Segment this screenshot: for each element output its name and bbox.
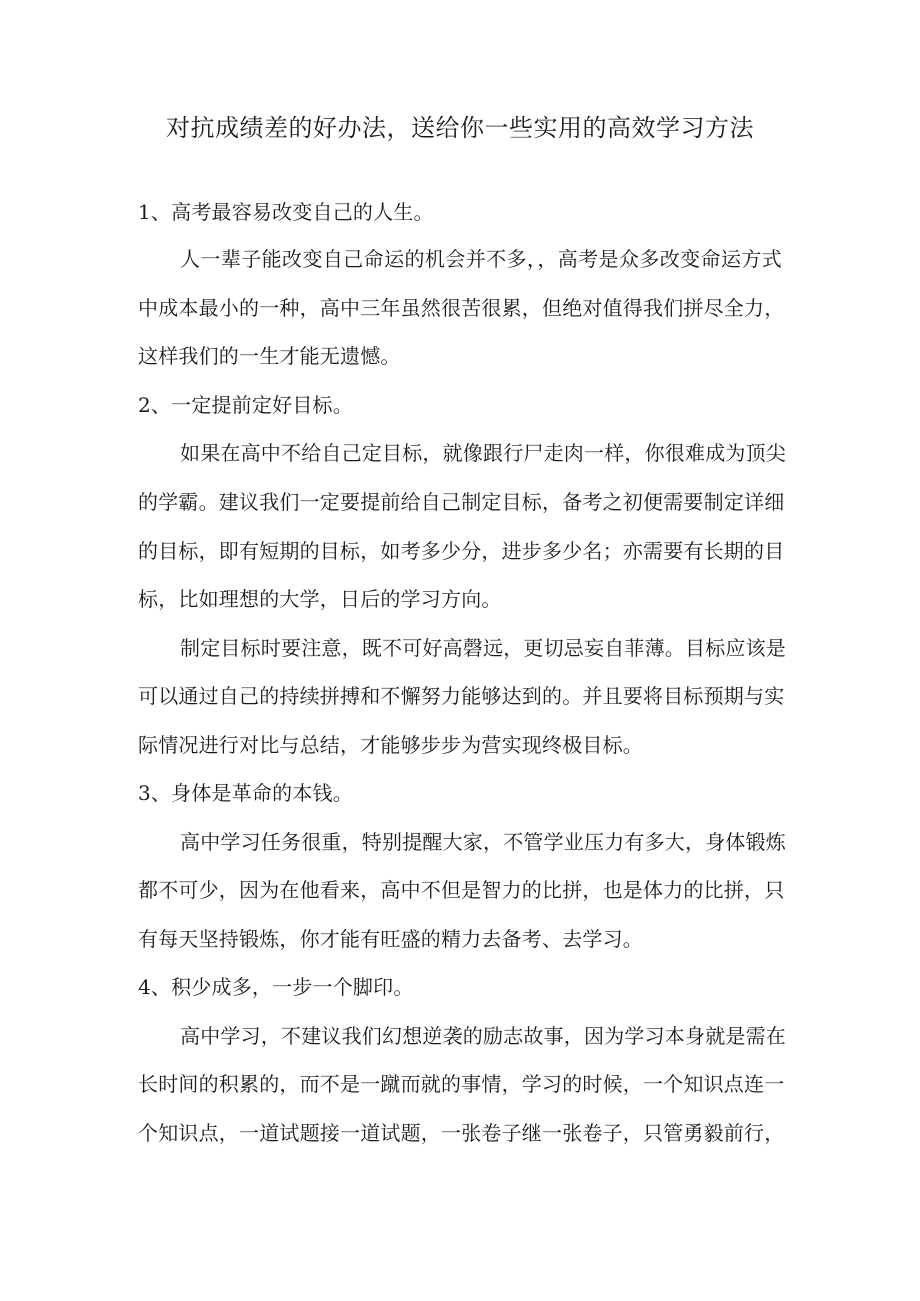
paragraph-line: 高中学习任务很重，特别提醒大家，不管学业压力有多大，身体锻炼 bbox=[180, 830, 786, 854]
section-heading-1: 1、高考最容易改变自己的人生。 bbox=[138, 200, 434, 224]
section-heading-3: 3、身体是革命的本钱。 bbox=[138, 781, 353, 805]
paragraph-line: 制定目标时要注意，既不可好高磬远，更切忌妄自菲薄。目标应该是 bbox=[180, 636, 786, 660]
paragraph-line: 如果在高中不给自己定目标，就像跟行尸走肉一样，你很难成为顶尖 bbox=[180, 441, 786, 465]
document-title: 对抗成绩差的好办法，送给你一些实用的高效学习方法 bbox=[166, 114, 754, 142]
paragraph-line: 际情况进行对比与总结，才能够步步为营实现终极目标。 bbox=[138, 733, 643, 757]
paragraph-line: 的目标，即有短期的目标，如考多少分，进步多少名；亦需要有长期的目 bbox=[138, 539, 785, 563]
section-heading-2: 2、一定提前定好目标。 bbox=[138, 393, 353, 417]
paragraph-line: 个知识点，一道试题接一道试题，一张卷子继一张卷子，只管勇毅前行， bbox=[138, 1121, 785, 1145]
paragraph-line: 有每天坚持锻炼，你才能有旺盛的精力去备考、去学习。 bbox=[138, 927, 643, 951]
section-heading-4: 4、积少成多，一步一个脚印。 bbox=[138, 975, 414, 999]
paragraph-line: 人一辈子能改变自己命运的机会并不多，，高考是众多改变命运方式 bbox=[180, 247, 782, 271]
paragraph-line: 的学霸。建议我们一定要提前给自己制定目标，备考之初便需要制定详细 bbox=[138, 490, 785, 514]
paragraph-line: 标，比如理想的大学，日后的学习方向。 bbox=[138, 587, 502, 611]
paragraph-line: 长时间的积累的，而不是一蹴而就的事情，学习的时候，一个知识点连一 bbox=[138, 1072, 785, 1096]
paragraph-line: 这样我们的一生才能无遗憾。 bbox=[138, 344, 401, 368]
paragraph-line: 都不可少，因为在他看来，高中不但是智力的比拼，也是体力的比拼，只 bbox=[138, 878, 785, 902]
paragraph-line: 可以通过自己的持续拼搏和不懈努力能够达到的。并且要将目标预期与实 bbox=[138, 684, 785, 708]
paragraph-line: 高中学习，不建议我们幻想逆袭的励志故事，因为学习本身就是需在 bbox=[180, 1024, 786, 1048]
paragraph-line: 中成本最小的一种，高中三年虽然很苦很累，但绝对值得我们拼尽全力， bbox=[138, 296, 785, 320]
